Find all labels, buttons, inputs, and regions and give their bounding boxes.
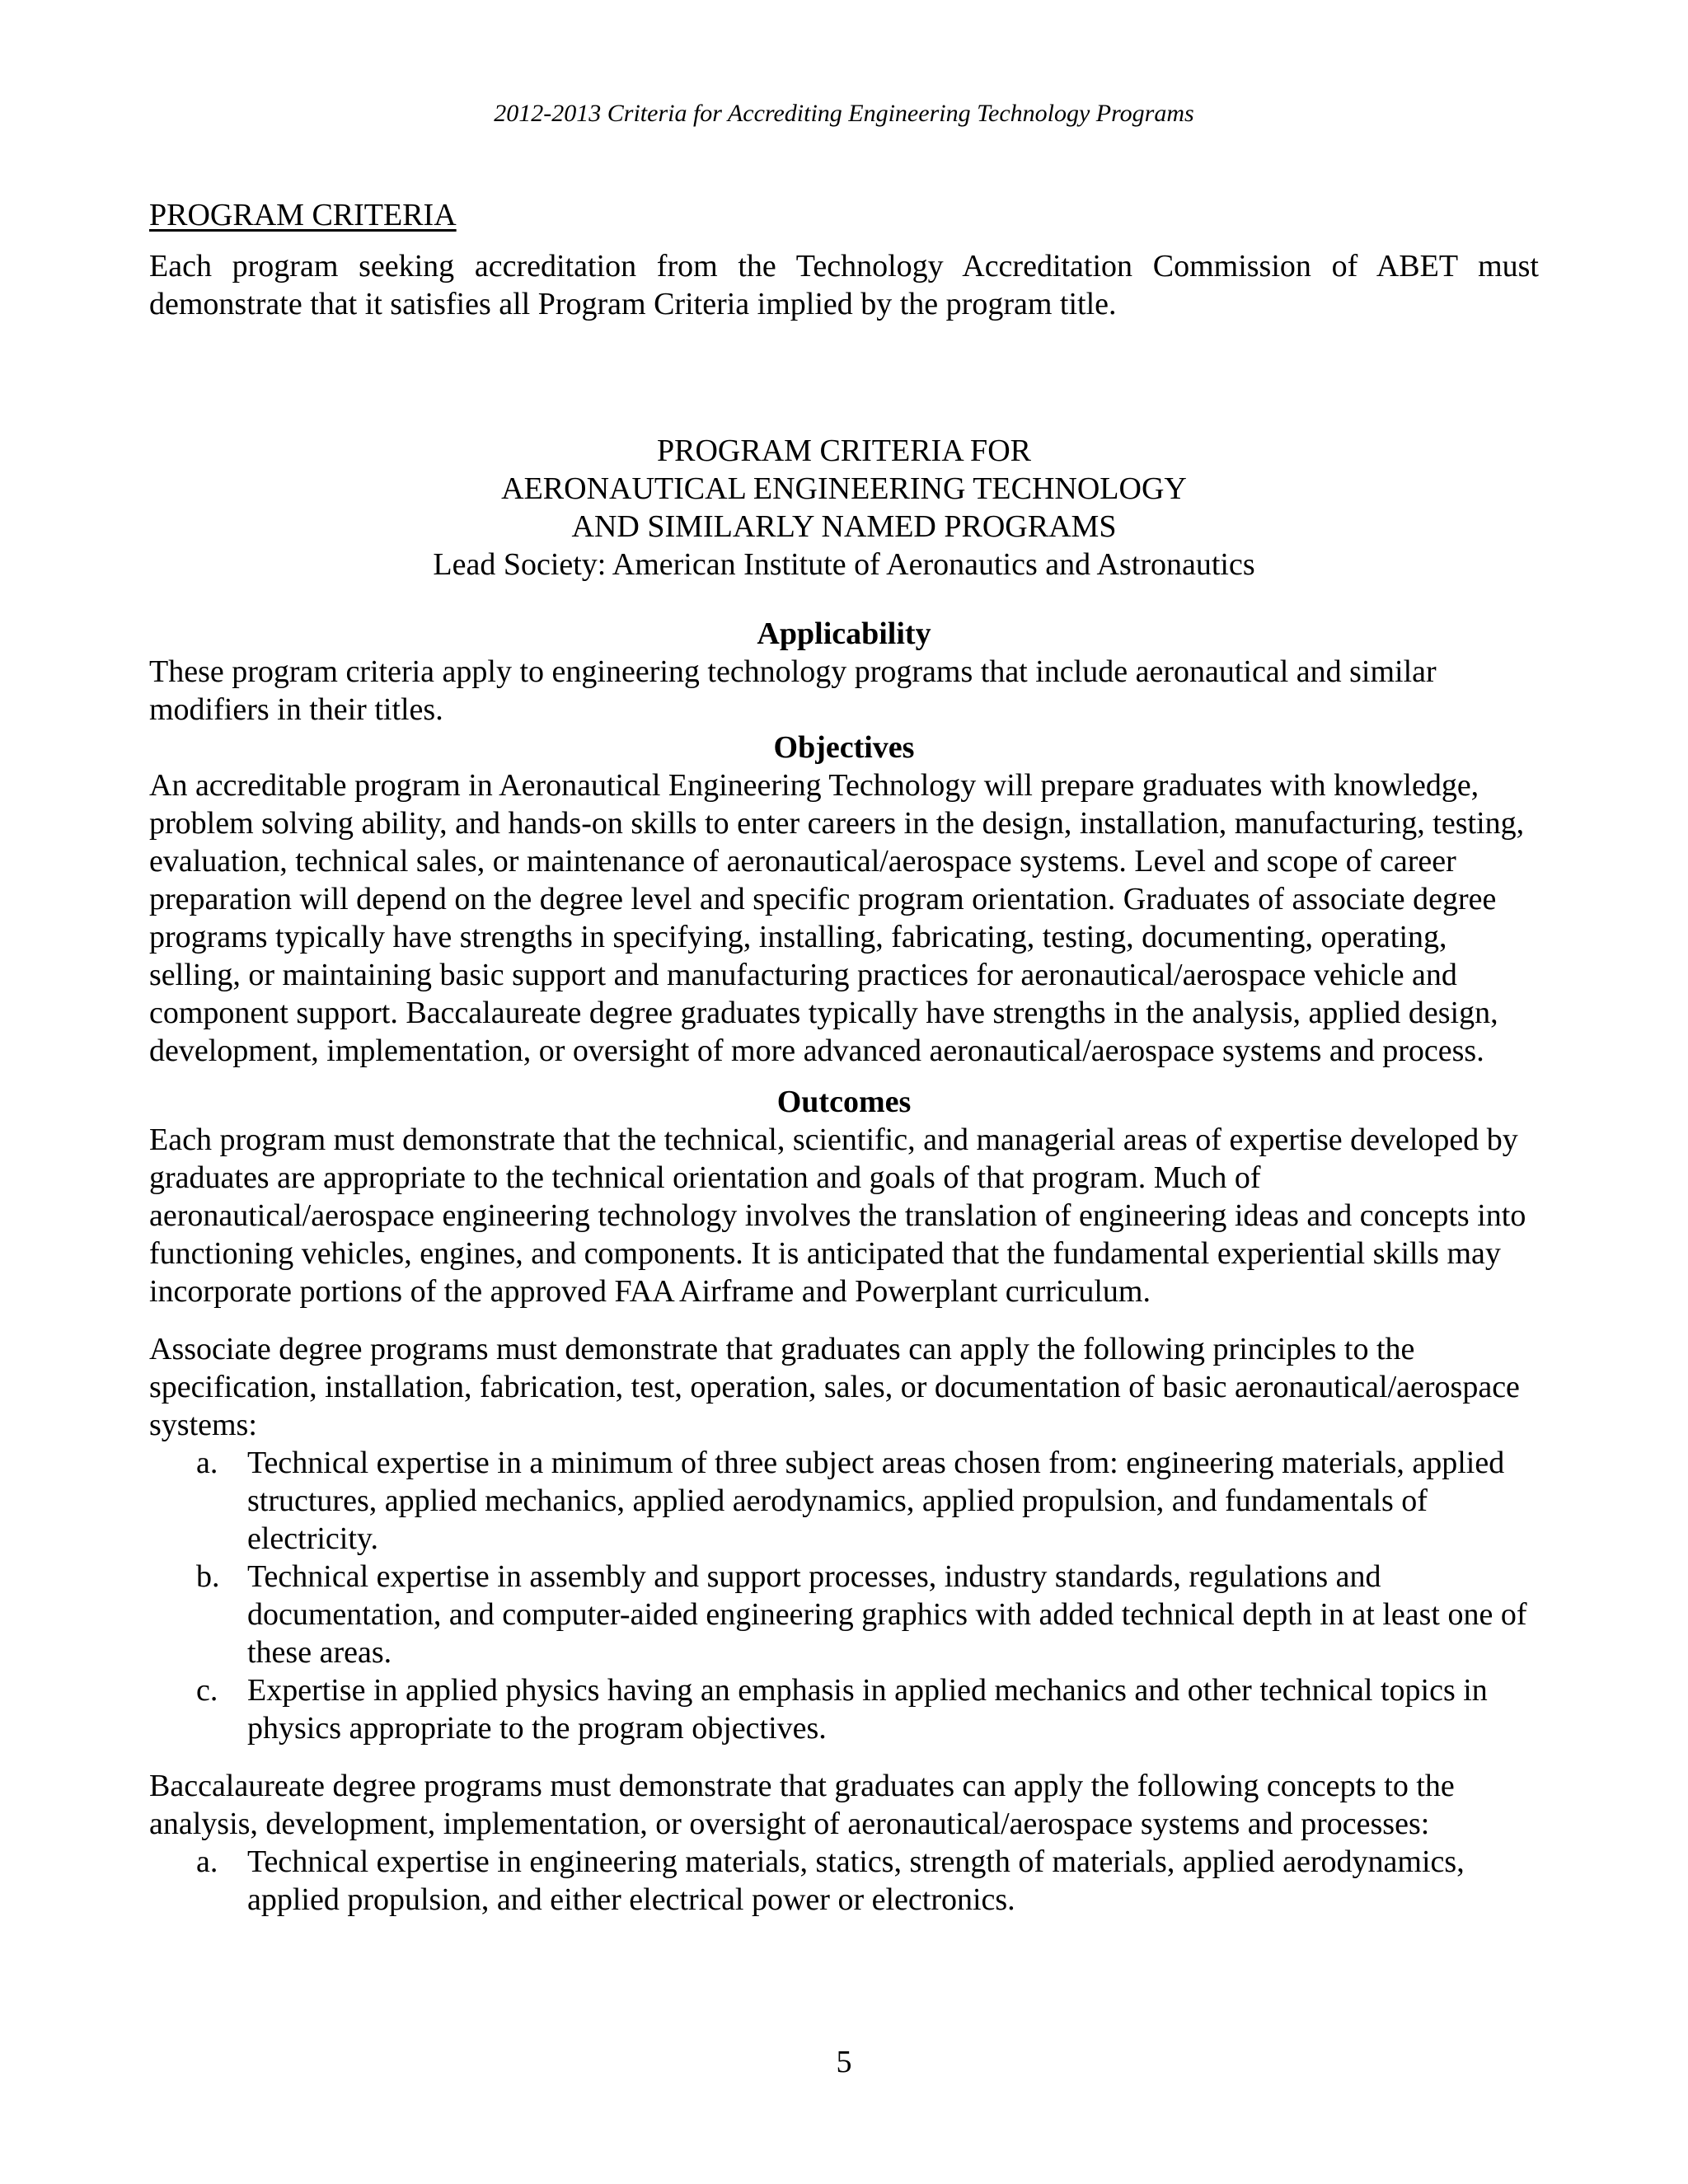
list-marker: b. — [196, 1559, 220, 1594]
page-number: 5 — [836, 2045, 852, 2079]
lead-society: Lead Society: American Institute of Aeronautics and Astronautics — [433, 547, 1255, 582]
list-item — [149, 1671, 1539, 1747]
section-title: PROGRAM CRITERIA — [149, 198, 457, 232]
program-criteria-intro: Each program seeking accreditation from the Technology Accreditation Commission of ABET must demonstrate that it satisfies all Program Criteria implied by the program title. — [149, 249, 1539, 321]
outcomes-heading: Outcomes — [776, 1085, 912, 1119]
list-item-text: Technical expertise in engineering materials, statics, strength of materials, applied aerodynamics, applied propulsion, and either electrical power or electronics. — [247, 1844, 1465, 1917]
list-item — [149, 1843, 1539, 1919]
applicability-heading: Applicability — [757, 616, 931, 651]
objectives-heading: Objectives — [773, 730, 915, 765]
list-item-text: Technical expertise in a minimum of three subject areas chosen from: engineering materials, applied structures, applied mechanics, applied aerodynamics, applied propulsion, and fundamentals of electricity. — [247, 1446, 1505, 1556]
associate-intro: Associate degree programs must demonstrate that graduates can apply the following principles to the specification, installation, fabrication, test, operation, sales, or documentation of basic aeronautical/aerospace systems: — [149, 1332, 1520, 1442]
baccalaureate-intro: Baccalaureate degree programs must demonstrate that graduates can apply the following concepts to the analysis, development, implementation, or oversight of aeronautical/aerospace systems and processes: — [149, 1769, 1455, 1841]
objectives-text: An accreditable program in Aeronautical Engineering Technology will prepare graduates with knowledge, problem solving ability, and hands-on skills to enter careers in the design, installation, manufacturing, testing, evaluation, technical sales, or maintenance of aeronautical/aerospace systems. Level and scope of career preparation will depend on the degree level and specific program orientation. Graduates of associate degree programs typically have strengths in specifying, installing, fabricating, testing, documenting, operating, selling, or maintaining basic support and manufacturing practices for aeronautical/aerospace vehicle and component support. Baccalaureate degree graduates typically have strengths in the analysis, applied design, development, implementation, or oversight of more advanced aeronautical/aerospace systems and process. — [149, 768, 1525, 1068]
criteria-title-line-3: AND SIMILARLY NAMED PROGRAMS — [571, 509, 1117, 544]
list-marker: c. — [196, 1673, 218, 1708]
list-item — [149, 1558, 1539, 1671]
associate-requirements-list — [149, 1444, 1539, 1747]
baccalaureate-requirements-list — [149, 1843, 1539, 1919]
criteria-title-line-2: AERONAUTICAL ENGINEERING TECHNOLOGY — [501, 471, 1187, 506]
list-item — [149, 1444, 1539, 1558]
outcomes-text: Each program must demonstrate that the technical, scientific, and managerial areas of expertise developed by graduates are appropriate to the technical orientation and goals of that program. Much of aeronautical/aerospace engineering technology involves the translation of engineering ideas and concepts into functioning vehicles, engines, and components. It is anticipated that the fundamental experiential skills may incorporate portions of the approved FAA Airframe and Powerplant curriculum. — [149, 1122, 1526, 1309]
list-item-text: Technical expertise in assembly and support processes, industry standards, regulations and documentation, and computer-aided engineering graphics with added technical depth in at least one of these areas. — [247, 1559, 1527, 1670]
list-item-text: Expertise in applied physics having an emphasis in applied mechanics and other technical topics in physics appropriate to the program objectives. — [247, 1673, 1488, 1746]
criteria-title-block — [149, 432, 1539, 583]
list-marker: a. — [196, 1844, 218, 1879]
page-content — [149, 196, 1539, 1919]
criteria-title-line-1: PROGRAM CRITERIA FOR — [657, 434, 1031, 468]
list-marker: a. — [196, 1446, 218, 1480]
running-header: 2012-2013 Criteria for Accrediting Engineering Technology Programs — [494, 100, 1194, 127]
applicability-text: These program criteria apply to engineering technology programs that include aeronautical and similar modifiers in their titles. — [149, 654, 1437, 727]
